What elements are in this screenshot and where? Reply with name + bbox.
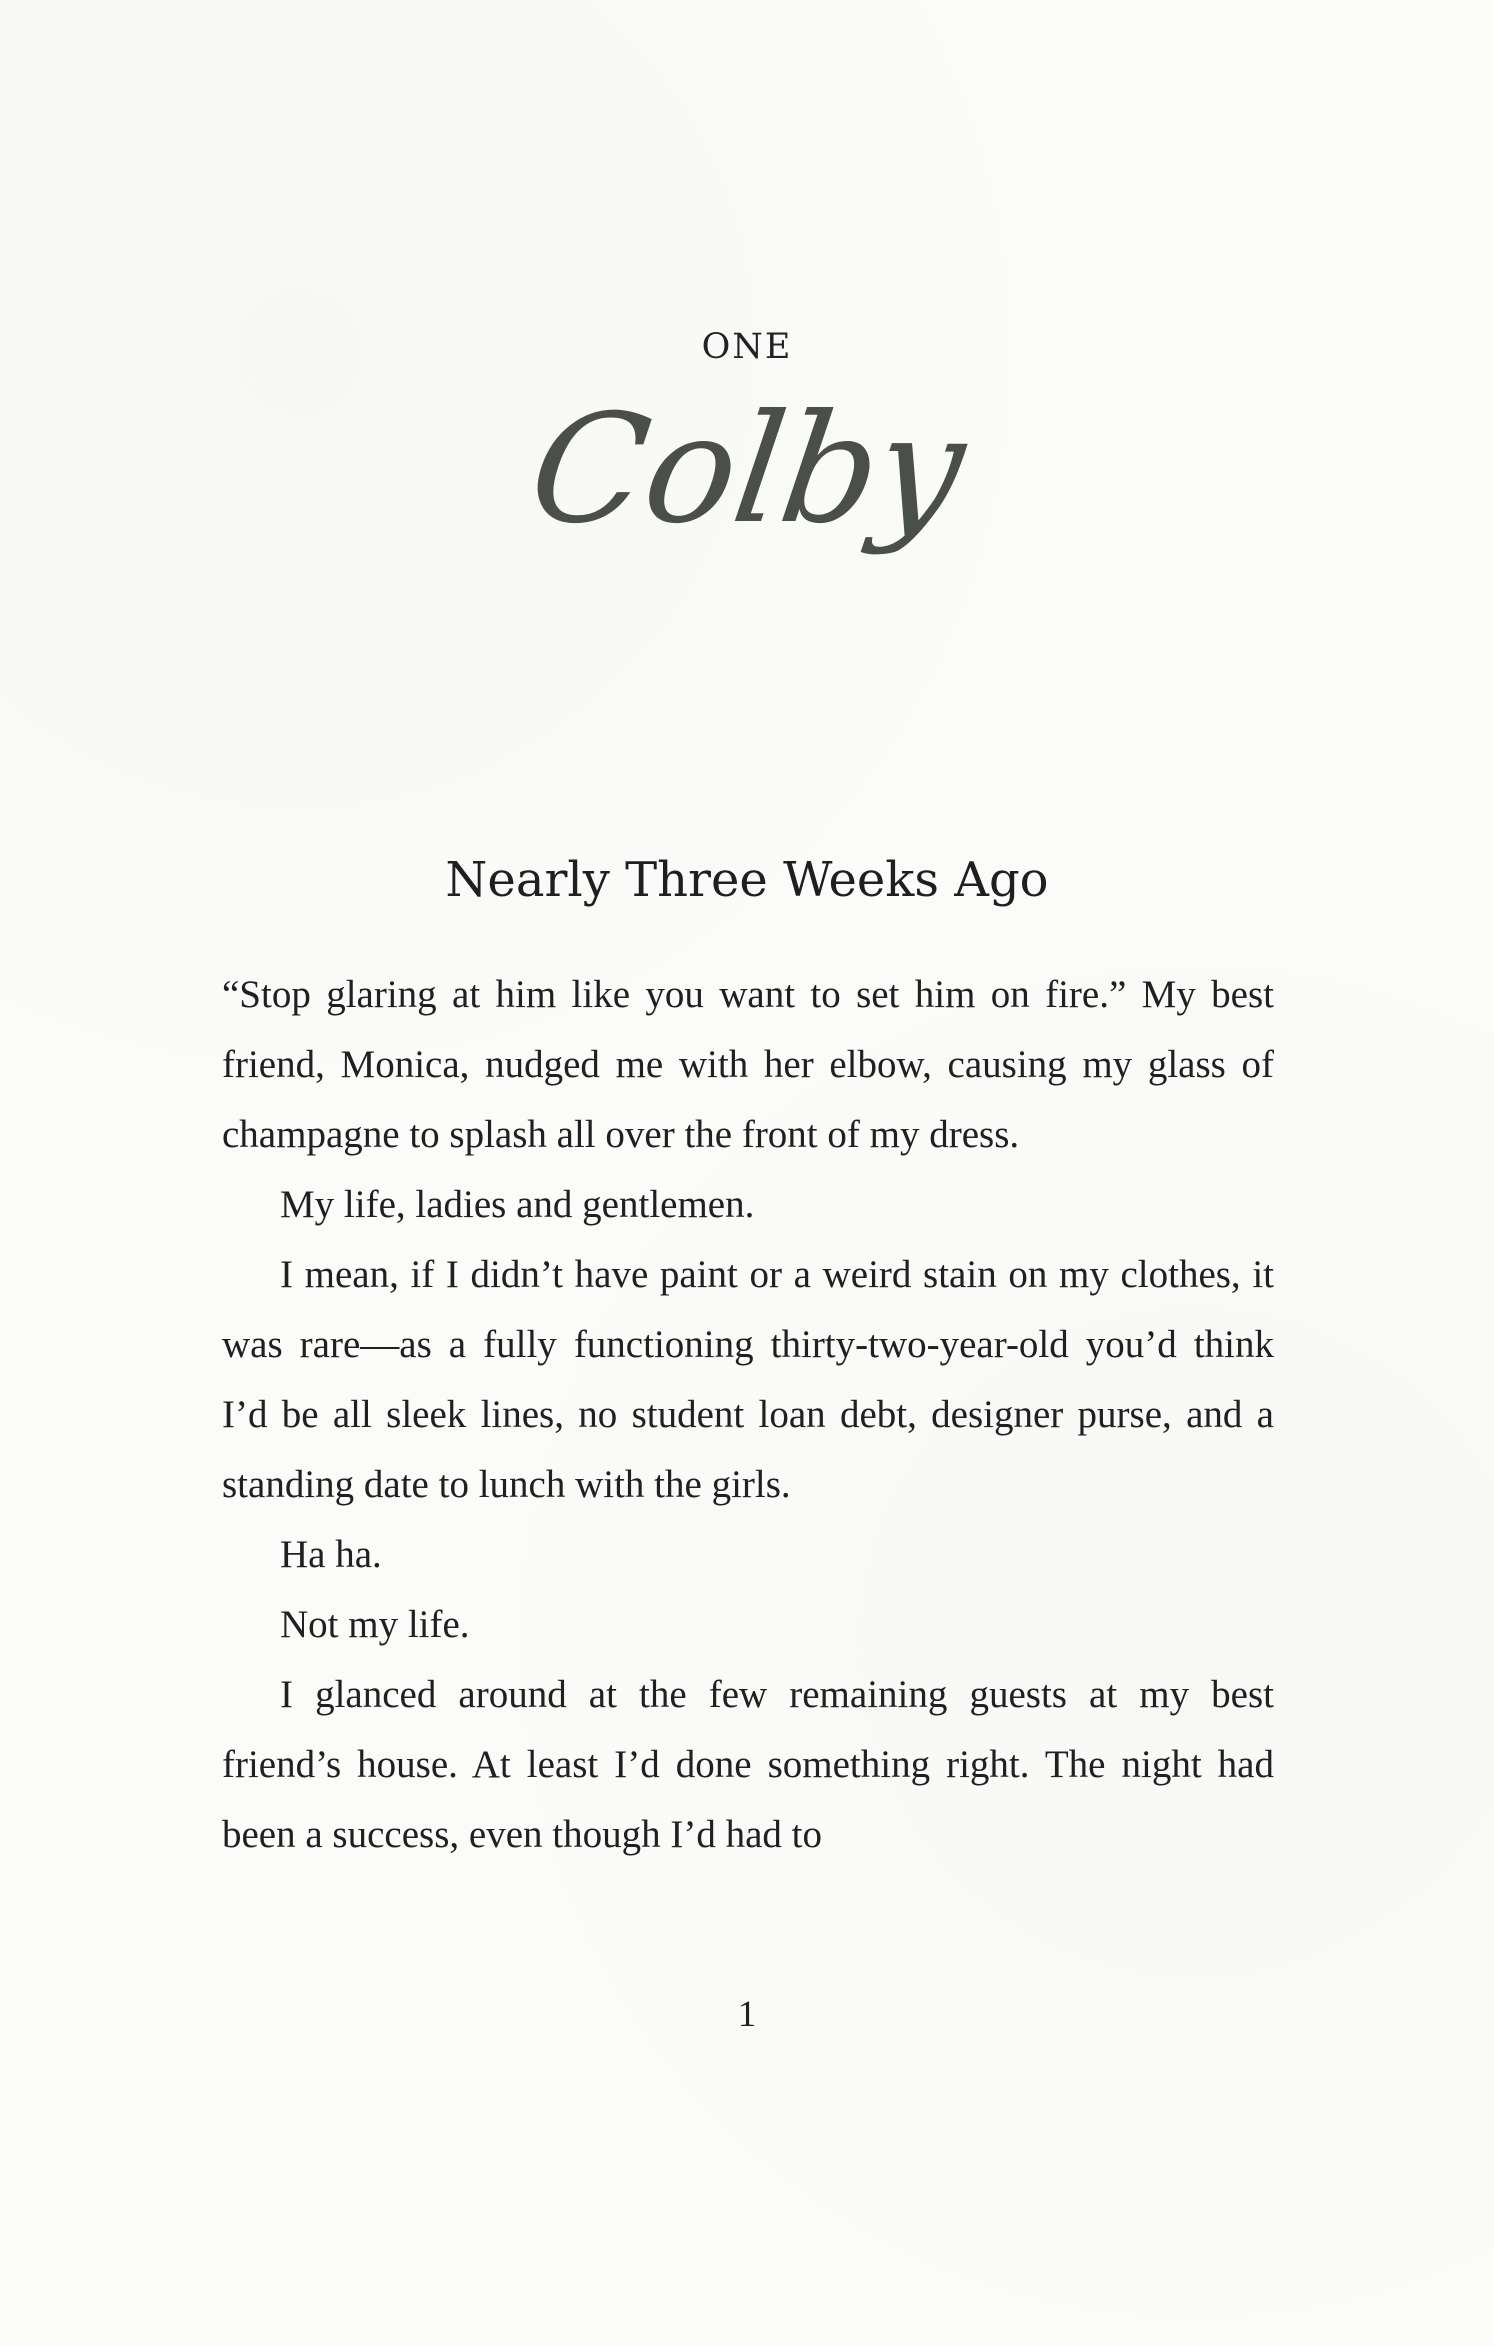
body-text <box>222 960 1274 1870</box>
paragraph: “Stop glaring at him like you want to set him on fire.” My best friend, Monica, nudged me with her elbow, causing my glass of champagne to splash all over the front of my dress. <box>222 973 1274 1156</box>
paragraph: I glanced around at the few remaining guests at my best friend’s house. At least I’d done something right. The night had been a success, even though I’d had to <box>222 1673 1274 1856</box>
paragraph: My life, ladies and gentlemen. <box>280 1183 755 1226</box>
chapter-title-script: Colby <box>520 383 974 557</box>
paragraph: Ha ha. <box>280 1533 382 1576</box>
section-heading: Nearly Three Weeks Ago <box>445 852 1049 908</box>
paragraph: Not my life. <box>280 1603 470 1646</box>
page-number: 1 <box>737 1994 757 2035</box>
paragraph: I mean, if I didn’t have paint or a weird stain on my clothes, it was rare—as a fully functioning thirty-two-year-old you’d think I’d be all sleek lines, no student loan debt, designer purse, and a standing date to lunch with the girls. <box>222 1253 1274 1506</box>
chapter-number: ONE <box>701 327 793 367</box>
